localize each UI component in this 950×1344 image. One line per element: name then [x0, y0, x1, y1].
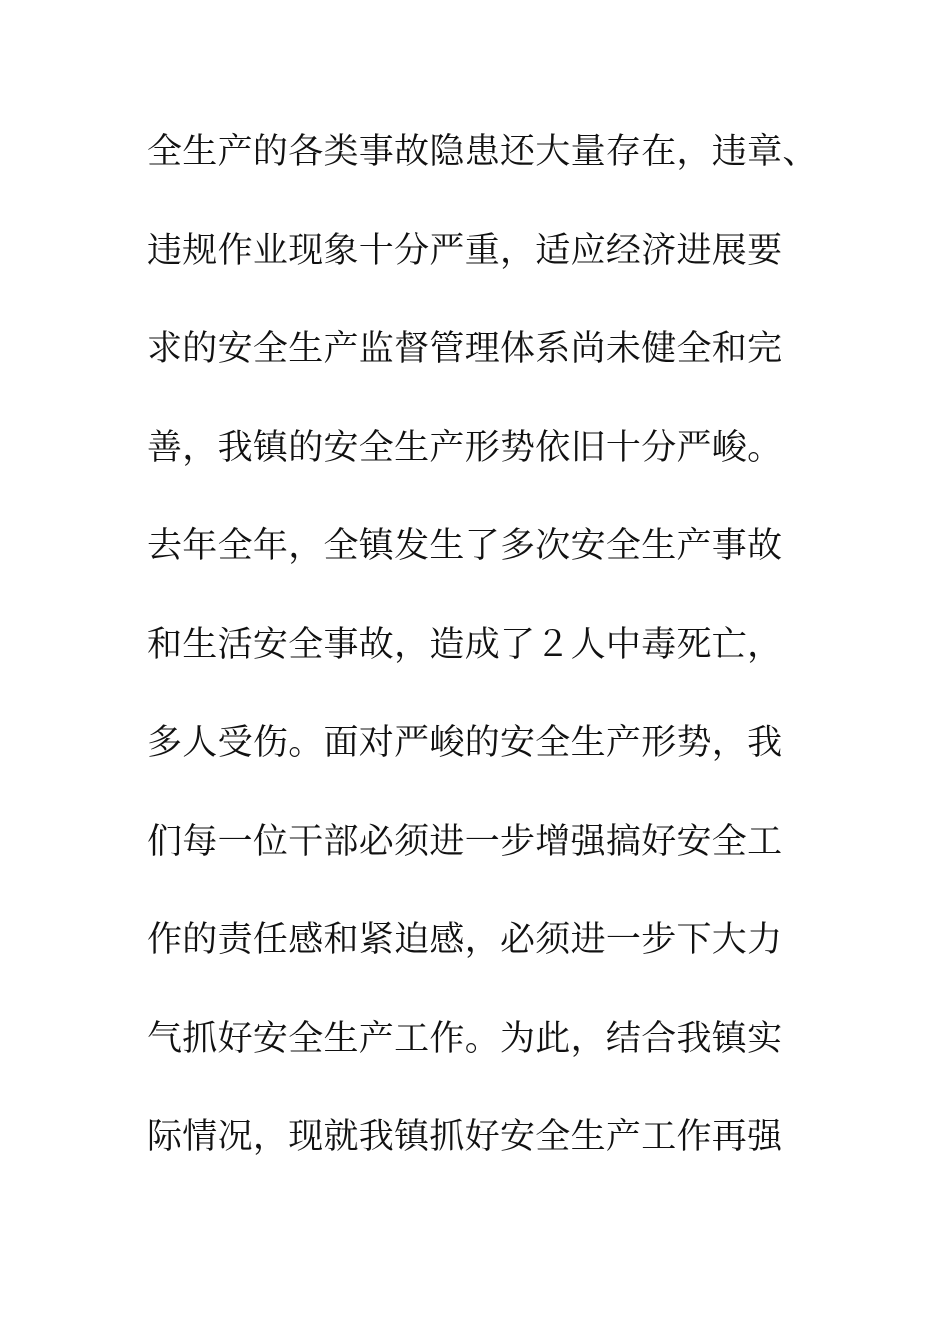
text-line: 去年全年，全镇发生了多次安全生产事故 — [147, 526, 783, 566]
text-line: 气抓好安全生产工作。为此，结合我镇实 — [147, 1018, 783, 1059]
text-line: 全生产的各类事故隐患还大量存在，违章、 — [147, 132, 818, 172]
text-line: 作的责任感和紧迫感，必须进一步下大力 — [147, 920, 783, 960]
text-line: 善，我镇的安全生产形势依旧十分严峻。 — [147, 427, 783, 468]
text-line: 和生活安全事故，造成了２人中毒死亡， — [147, 624, 783, 665]
body-text — [147, 124, 847, 1208]
text-line: 多人受伤。面对严峻的安全生产形势，我 — [147, 723, 783, 763]
text-line: 们每一位干部必须进一步增强搞好安全工 — [147, 821, 783, 862]
text-line: 际情况，现就我镇抓好安全生产工作再强 — [147, 1117, 783, 1157]
text-line: 违规作业现象十分严重，适应经济进展要 — [147, 230, 783, 271]
text-line: 求的安全生产监督管理体系尚未健全和完 — [147, 329, 783, 369]
